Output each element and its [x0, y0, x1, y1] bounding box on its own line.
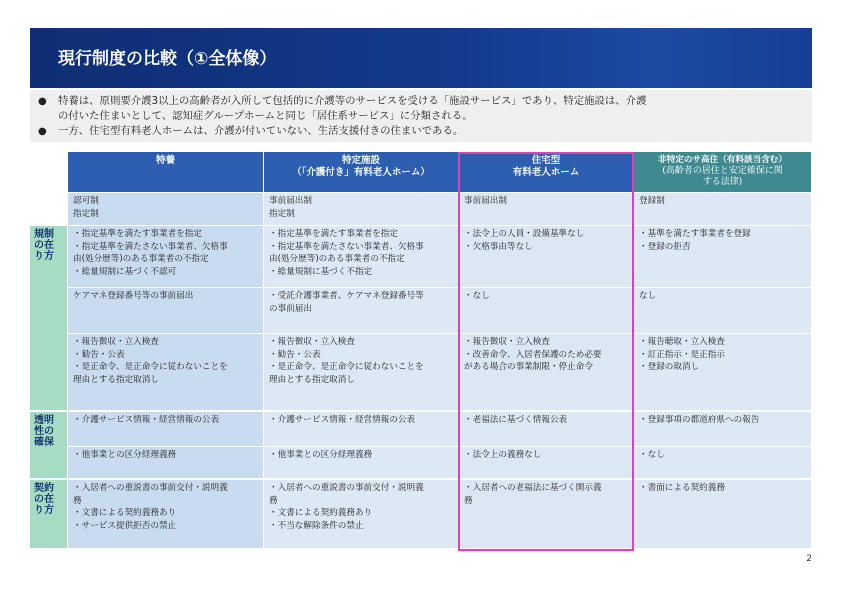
table-cell-r5-c2: ・他事業との区分経理義務	[264, 447, 458, 478]
table-cell-r6-c1: ・入居者への重説書の事前交付・説明義 務 ・文書による契約義務あり ・サービス提供拒否の禁止	[68, 480, 263, 548]
bullet-icon: ●	[38, 126, 47, 137]
summary-text-1a: 特養は、原則要介護3以上の高齢者が入所して包括的に介護等のサービスを受ける「施設サービス」であり、特定施設は、介護	[58, 95, 647, 107]
table-cell-r4-c1: ・介護サービス情報・経営情報の公表	[68, 412, 263, 446]
table-cell-r3-c2: ・報告徴収・立入検査 ・勧告・公表 ・是正命令、是正命令に従わないことを 理由とする指定取消し	[264, 334, 458, 410]
table-cell-r5-c4: ・なし	[634, 447, 811, 478]
row-label-tomeisei: 透明 性の 確保	[30, 412, 67, 478]
table-cell-r2-c3: ・なし	[459, 288, 633, 333]
table-cell-r2-c1: ケアマネ登録番号等の事前届出	[68, 288, 263, 333]
table-cell-r0-c3: 事前届出制	[459, 193, 633, 225]
row-label-keiyaku: 契約 の在 り方	[30, 480, 67, 548]
header-jutakugata: 住宅型 有料老人ホーム	[459, 152, 633, 192]
table-cell-r6-c2: ・入居者への重説書の事前交付・説明義 務 ・文書による契約義務あり ・不当な解除条件の禁止	[264, 480, 458, 548]
bullet-icon: ●	[38, 96, 47, 107]
table-cell-r4-c2: ・介護サービス情報・経営情報の公表	[264, 412, 458, 446]
table-cell-r0-c2: 事前届出制 指定制	[264, 193, 458, 225]
page-title: 現行制度の比較（①全体像）	[58, 49, 277, 69]
table-cell-r2-c2: ・受託介護事業者、ケアマネ登録番号等 の事前届出	[264, 288, 458, 333]
table-cell-r0-c4: 登録制	[634, 193, 811, 225]
header-tokuyo: 特養	[68, 152, 263, 192]
table-cell-r4-c4: ・登録事項の都道府県への報告	[634, 412, 811, 446]
table-cell-r6-c3: ・入居者への老福法に基づく開示義 務	[459, 480, 633, 548]
table-cell-r5-c1: ・他事業との区分経理義務	[68, 447, 263, 478]
header-tokutei: 特定施設 （「介護付き」有料老人ホーム）	[264, 152, 458, 192]
table-cell-r6-c4: ・書面による契約義務	[634, 480, 811, 548]
table-cell-r3-c3: ・報告徴収・立入検査 ・改善命令、入居者保護のため必要 がある場合の事業制限・停止命令	[459, 334, 633, 410]
table-cell-r0-c1: 認可制 指定制	[68, 193, 263, 225]
row-label-kisei: 規制 の在 り方	[30, 226, 67, 410]
table-cell-r1-c4: ・基準を満たす事業者を登録 ・登録の拒否	[634, 226, 811, 287]
header-sakoju: 非特定のサ高住（有料該当含む） (高齢者の居住と安定確保に関 する法律)	[634, 152, 811, 192]
table-cell-r1-c2: ・指定基準を満たす事業者を指定 ・指定基準を満たさない事業者、欠格事 由(処分歴等)のある事業者の不指定 ・総量規制に基づく不指定	[264, 226, 458, 287]
summary-box	[30, 90, 812, 142]
page-number: 2	[806, 554, 812, 564]
title-banner	[30, 28, 812, 88]
table-cell-r3-c4: ・報告聴取・立入検査 ・訂正指示・是正指示 ・登録の取消し	[634, 334, 811, 410]
summary-text-1b: の付いた住まいとして、認知症グループホームと同じ「居住系サービス」に分類される。	[58, 110, 473, 122]
table-cell-r2-c4: なし	[634, 288, 811, 333]
table-cell-r1-c3: ・法令上の人員・設備基準なし ・欠格事由等なし	[459, 226, 633, 287]
table-cell-r3-c1: ・報告徴収・立入検査 ・勧告・公表 ・是正命令、是正命令に従わないことを 理由とする指定取消し	[68, 334, 263, 410]
summary-text-2: 一方、住宅型有料老人ホームは、介護が付いていない、生活支援付きの住まいである。	[58, 125, 464, 137]
table-cell-r5-c3: ・法令上の義務なし	[459, 447, 633, 478]
table-cell-r1-c1: ・指定基準を満たす事業者を指定 ・指定基準を満たさない事業者、欠格事 由(処分歴等)のある事業者の不指定 ・総量規制に基づく不認可	[68, 226, 263, 287]
table-cell-r4-c3: ・老福法に基づく情報公表	[459, 412, 633, 446]
